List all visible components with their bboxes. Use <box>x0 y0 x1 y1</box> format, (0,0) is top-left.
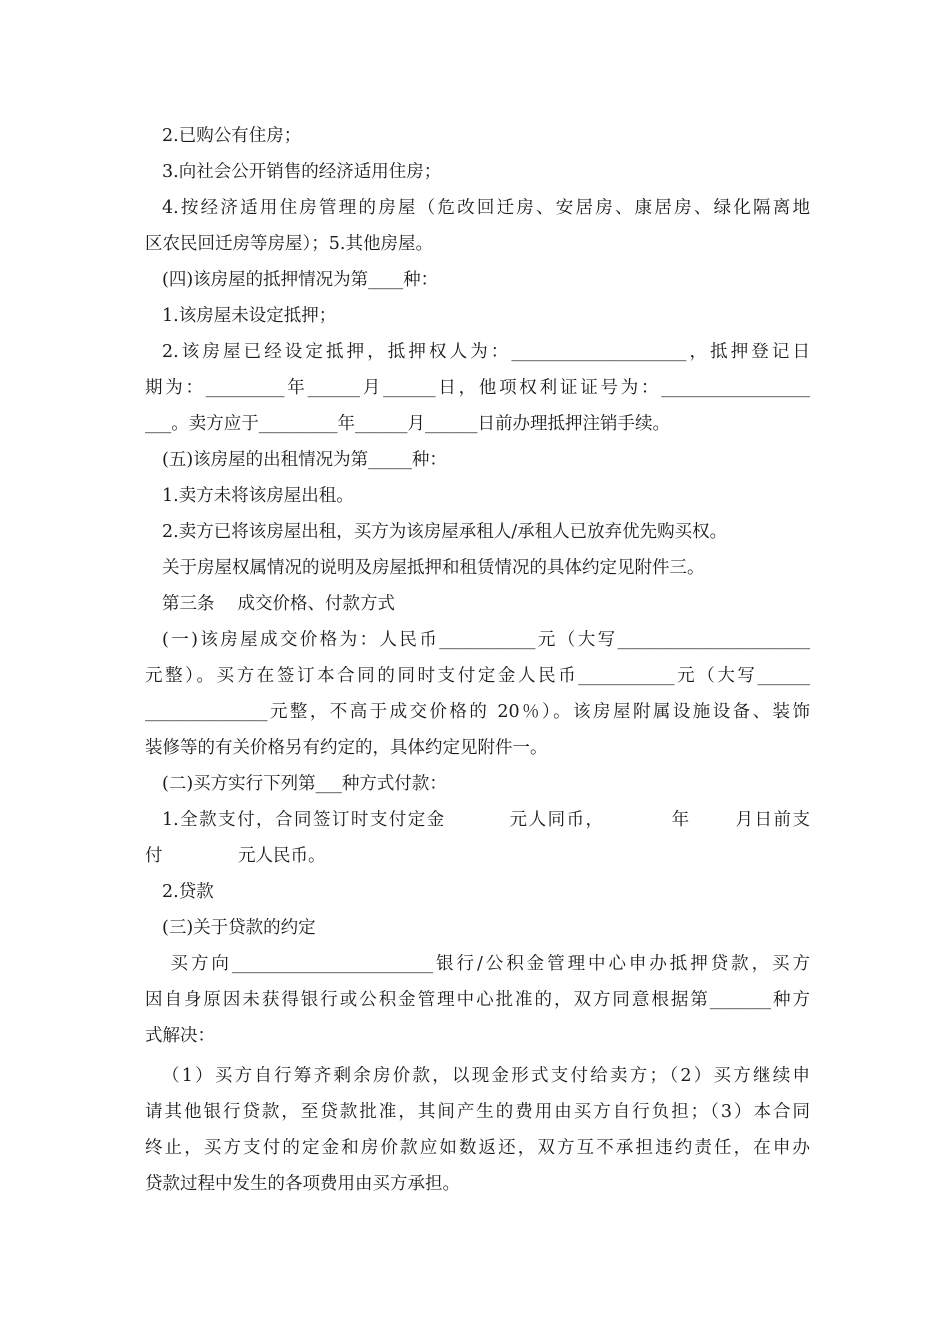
clause-line: 式解决： <box>145 1026 215 1046</box>
clause-line: ___。卖方应于_________年______月______日前办理抵押注销手续。 <box>145 414 670 434</box>
clause-line: 2.卖方已将该房屋出租，买方为该房屋承租人/承租人已放弃优先购买权。 <box>162 522 728 542</box>
section-heading: (五)该房屋的出租情况为第_____种： <box>162 450 447 470</box>
clause-line: 买方向_______________________银行/公积金管理中心申办抵押贷款，买方 <box>162 954 810 974</box>
clause-line: 1.卖方未将该房屋出租。 <box>162 486 354 506</box>
clause-line: （1）买方自行筹齐剩余房价款，以现金形式支付给卖方；（2）买方继续申 <box>162 1066 810 1086</box>
clause-line: 贷款过程中发生的各项费用由买方承担。 <box>145 1174 460 1194</box>
section-heading: (三)关于贷款的约定 <box>162 918 316 938</box>
section-heading: (二)买方实行下列第___种方式付款： <box>162 774 447 794</box>
clause-line: 1.该房屋未设定抵押； <box>162 306 337 326</box>
clause-line: 4.按经济适用住房管理的房屋（危改回迁房、安居房、康居房、绿化隔离地 <box>162 198 810 218</box>
clause-line: 期为：_________年______月______日，他项权利证证号为：_________________ <box>145 378 810 398</box>
clause-line: 2.该房屋已经设定抵押，抵押权人为：____________________，抵押登记日 <box>162 342 810 362</box>
clause-line: 1.全款支付，合同签订时支付定金 元人同币， 年 月日前支 <box>162 810 810 830</box>
section-heading: (四)该房屋的抵押情况为第____种： <box>162 270 439 290</box>
clause-line: 装修等的有关价格另有约定的，具体约定见附件一。 <box>145 738 548 758</box>
clause-line: 3.向社会公开销售的经济适用住房； <box>162 162 442 182</box>
clause-line: 关于房屋权属情况的说明及房屋抵押和租赁情况的具体约定见附件三。 <box>162 558 705 578</box>
clause-line: 区农民回迁房等房屋）；5.其他房屋。 <box>145 234 433 254</box>
clause-line: 2.贷款 <box>162 882 214 902</box>
clause-line: 因自身原因未获得银行或公积金管理中心批准的，双方同意根据第_______种方 <box>145 990 810 1010</box>
clause-line: 元整）。买方在签订本合同的同时支付定金人民币___________元（大写______ <box>145 666 810 686</box>
section-heading: (一)该房屋成交价格为：人民币___________元（大写______________________ <box>162 630 810 650</box>
article-heading: 第三条 成交价格、付款方式 <box>162 594 396 614</box>
clause-line: ______________元整，不高于成交价格的 20％）。该房屋附属设施设备、装饰 <box>145 702 810 722</box>
clause-line: 付 元人民币。 <box>145 846 326 866</box>
clause-line: 终止，买方支付的定金和房价款应如数返还，双方互不承担违约责任，在申办 <box>145 1138 810 1158</box>
clause-line: 请其他银行贷款，至贷款批准，其间产生的费用由买方自行负担；（3）本合同 <box>145 1102 810 1122</box>
clause-line: 2.已购公有住房； <box>162 126 302 146</box>
